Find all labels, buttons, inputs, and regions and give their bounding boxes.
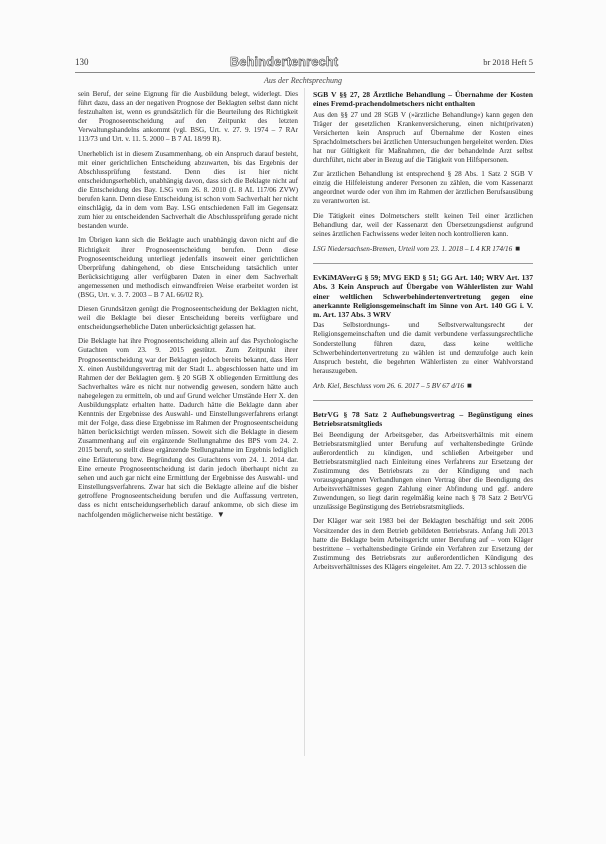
- left-paragraph-5: [78, 337, 298, 520]
- case-1-paragraph-1: Aus den §§ 27 und 28 SGB V (»ärztliche Behandlung«) kann gegen den Träger der gesetzlichen Krankenversicherung, einen nicht(privaten) Versicherten kein Anspruch auf Übernahme der Kosten eines Sprachdolmetschers bei ärztlichen Untersuchungen hergeleitet werden. Dies hat nur Gültigkeit für Maßnahmen, die der behandelnde Arzt selbst durchführt, nicht aber in Bezug auf die Tätigkeit von Hilfspersonen.: [313, 110, 533, 165]
- entry-separator: [313, 263, 533, 264]
- case-heading-2: EvKiMAVerrG § 59; MVG EKD § 51; GG Art. 140; WRV Art. 137 Abs. 3 Kein Anspruch auf Übergabe von Wählerlisten zur Wahl einer weltlichen Schwerbehindertenvertretung gegen eine anerkannte Religionsgemeinschaft im Sinne von Art. 140 GG i. V. m. Art. 137 Abs. 3 WRV: [313, 272, 533, 320]
- case-citation-1-text: LSG Niedersachsen-Bremen, Urteil vom 23. 1. 2018 – L 4 KR 174/16: [313, 244, 513, 253]
- case-3-paragraph-2: Der Kläger war seit 1983 bei der Beklagten beschäftigt und seit 2006 Vorsitzender des in dem Betrieb gebildeten Betriebsrats. Anfang Juli 2013 hatte die Beklagte beim Arbeitsgericht unter Berufung auf – vom Kläger bestrittene – verhaltensbedingte Gründe ein Verfahren zur Ersetzung der Zustimmung des Betriebsrats zur außerordentlichen Kündigung des Arbeitsverhältnisses des Klägers eingeleitet. Am 22. 7. 2013 schlossen die: [313, 517, 533, 571]
- left-paragraph-3: Im Übrigen kann sich die Beklagte auch unabhängig davon nicht auf die Richtigkeit ihrer Prognoseentscheidung berufen. Denn diese Prognoseentscheidung unterliegt jedenfalls insoweit einer gerichtlichen Überprüfung dahingehend, ob diese Entscheidung tatsächlich unter Berücksichtigung aller verfügbaren Daten in einer dem Sachverhalt angemessenen und methodisch einwandfreien Weise erarbeitet worden ist (BSG, Urt. v. 3. 7. 2003 – B 7 AL 66/02 R).: [78, 236, 298, 299]
- column-divider: [304, 88, 305, 756]
- case-entry-3: [313, 410, 533, 572]
- left-paragraph-1: sein Beruf, der seine Eignung für die Ausbildung belegt, widerlegt. Dies führt dazu, dass an der negativen Prognose der Beklagten selbst dann nicht festzuhalten ist, wenn es grundsätzlich für die Beurteilung des Richtigkeit der Prognoseentscheidung auf den Zeitpunkt des letzten Verwaltungshandelns ankommt (vgl. BSG, Urt. v. 27. 9. 1974 – 7 RAr 113/73 und Urt. v. 11. 5. 2000 – B 7 AL 18/99 R).: [78, 90, 298, 144]
- left-paragraph-5-text: Die Beklagte hat ihre Prognoseentscheidung allein auf das Psychologische Gutachten vom 23. 9. 2015 gestützt. Zum Zeitpunkt ihrer Prognoseentscheidung war der Beklagten jedoch bereits bekannt, dass Herr X. einen Ausbildungsvertrag mit der Stadt L. abgeschlossen hatte und im Rahmen der der Beklagten gem. § 20 SGB X obliegenden Ermittlung des Sachverhaltes wäre es nicht nur notwendig gewesen, sondern hätte auch nahegelegen zu ermitteln, ob und auf Grund welcher Umstände Herr X. den Ausbildungsplatz erhalten hatte. Dadurch hätte die Beklagte dann aber Kenntnis der Ergebnisse des Auswahl- und Einstellungsverfahrens erlangt mit der Folge, dass diese Ergebnisse im Rahmen der Prognoseentscheidung hätten berücksichtigt werden müssen. Soweit sich die Beklagte in diesem Zusammenhang auf ein ergänzende Stellungnahme des BPS vom 24. 2. 2015 beruft, so stellt diese ergänzende Stellungnahme im Ergebnis lediglich eine Erläuterung bzw. Begründung des Gutachtens vom 24. 1. 2014 dar. Eine erneute Prognoseentscheidung ist darin jedoch überhaupt nicht zu sehen und auch gar nicht eine Ermittlung der Ergebnisse des Auswahl- und Einstellungsverfahrens. Zwar hat sich die Beklagte alleine auf die bisher getroffene Prognoseentscheidung berufen und die Auffassung vertreten, dass es nicht entscheidungserheblich darauf ankomme, ob sich diese im nachfolgenden möglicherweise nicht bestätige.: [78, 337, 298, 520]
- header-rule: [75, 72, 535, 73]
- case-citation-2: [313, 381, 533, 391]
- section-subtitle: Aus der Rechtsprechung: [264, 76, 342, 85]
- case-citation-1: [313, 244, 533, 254]
- case-3-paragraph-1: Bei Beendigung der Arbeitsgeber, das Arbeitsverhältnis mit einem Betriebsratsmitglied unter Berufung auf verhaltensbedingte Gründe außerordentlich zu kündigen, und schließen Arbeitgeber und Betriebsratsmitglied nach Einleitung eines Verfahrens zur Ersetzung der Zustimmung des Betriebsrats zu der Kündigung und nach vorausgegangenen Verhandlungen einen Vertrag über die Beendigung des Arbeitsverhältnisses gegen Zahlung einer Abfindung und ggf. andere Zuwendungen, so liegt darin regelmäßig keine nach § 78 Satz 2 BetrVG unzulässige Begünstigung des Betriebsratsmitglieds.: [313, 430, 533, 512]
- page-header: [75, 57, 533, 73]
- issue-label: br 2018 Heft 5: [483, 57, 533, 67]
- case-citation-2-text: Arb. Kiel, Beschluss vom 26. 6. 2017 – 5 BV 67 d/16: [313, 381, 464, 390]
- left-paragraph-4: Diesen Grundsätzen genügt die Prognoseentscheidung der Beklagten nicht, weil die Beklagte bei dieser Entscheidung bereits verfügbare und entscheidungserhebliche Daten unberücksichtigt gelassen hat.: [78, 305, 298, 332]
- case-1-paragraph-2: Zur ärztlichen Behandlung ist entsprechend § 28 Abs. 1 Satz 2 SGB V einzig die Hilfeleistung anderer Personen zu zählen, die vom Kassenarzt angeordnet wurde oder von ihm im Rahmen der ärztlichen Berufsausübung zu verantworten ist.: [313, 170, 533, 206]
- end-mark-icon: ■: [467, 380, 472, 390]
- case-entry-1: [313, 90, 533, 254]
- case-entry-2: [313, 273, 533, 391]
- page-number: 130: [75, 57, 89, 67]
- continue-arrow-icon: ▼: [216, 510, 225, 520]
- right-column: [313, 90, 533, 577]
- case-1-paragraph-3: Die Tätigkeit eines Dolmetschers stellt keinen Teil einer ärztlichen Behandlung dar, weil der Kassenarzt den Übersetzungsdienst aufgrund seines ärztlichen Fachwissens weder leiten noch kontrollieren kann.: [313, 211, 533, 238]
- case-2-paragraph-1: Das Selbstordnungs- und Selbstverwaltungsrecht der Religionsgemeinschaften und die damit verbundene verfassungsrechtliche Sonderstellung führen dazu, dass keine weltliche Schwerbehindertenvertretung zu wählen ist und demzufolge auch kein Anspruch besteht, die begehrten Wählerlisten zu einer Wahlvorstand herauszugeben.: [313, 321, 533, 375]
- journal-title: Behindertenrecht: [230, 55, 339, 69]
- entry-separator: [313, 400, 533, 401]
- end-mark-icon: ■: [515, 243, 521, 253]
- left-column: [78, 90, 298, 525]
- case-heading-1: SGB V §§ 27, 28 Ärztliche Behandlung – Übernahme der Kosten eines Fremd-prachendolmetschers nicht enthalten: [313, 90, 533, 109]
- left-paragraph-2: Unerheblich ist in diesem Zusammenhang, ob ein Anspruch darauf besteht, mit einer gerichtlichen Entscheidung abzuwarten, bis das Ergebnis der Abschlussprüfung feststand. Denn dies ist hier nicht entscheidungserheblich, unabhängig davon, dass sich die Beklagte nicht auf die Entscheidung des Bay. LSG vom 26. 8. 2010 (L 8 AL 117/06 ZVW) berufen kann. Denn diese Entscheidung ist schon vom Sachverhalt her nicht einschlägig, da in dem vom Bay. LSG entschiedenen Fall im Gegensatz zum hier zu entscheidenden Sachverhalt die Abschlussprüfung gerade nicht bestanden wurde.: [78, 149, 298, 231]
- case-heading-3: BetrVG § 78 Satz 2 Aufhebungsvertrag – Begünstigung eines Betriebsratsmitglieds: [313, 410, 533, 429]
